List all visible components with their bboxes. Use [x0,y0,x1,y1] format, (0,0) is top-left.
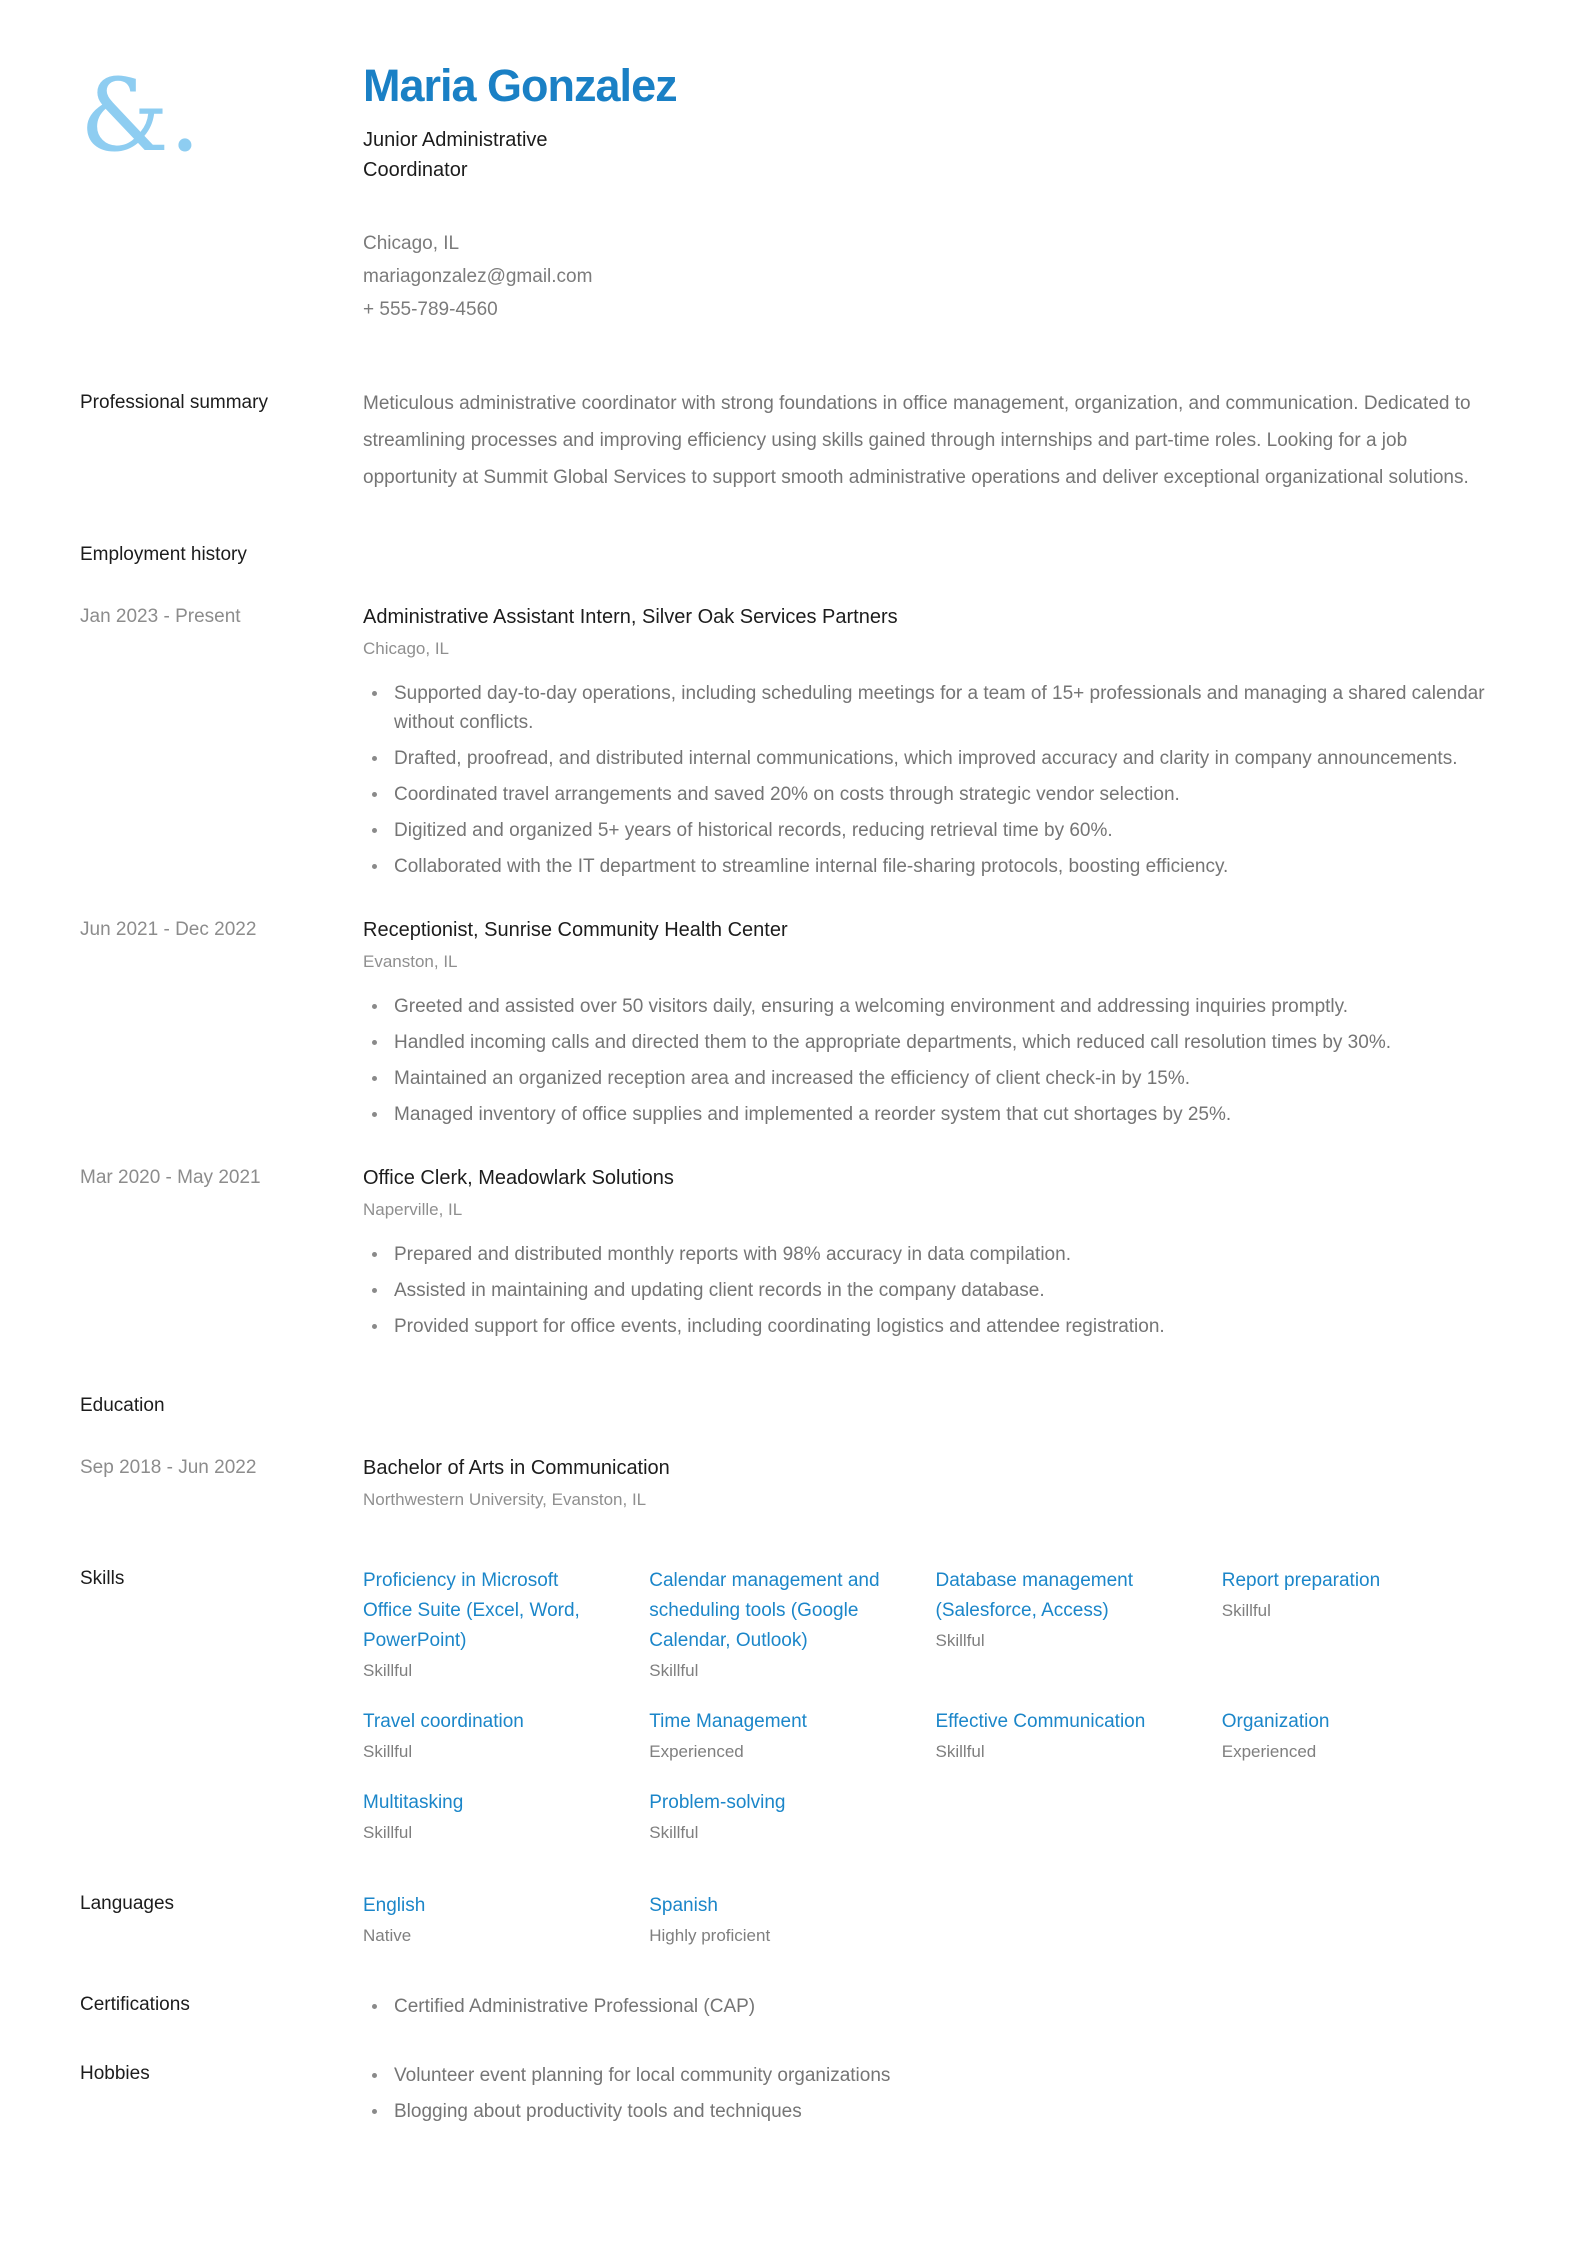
skill-name: Effective Communication [935,1711,1146,1733]
skill-item [363,1788,649,1843]
section-languages [80,1891,1508,1946]
entry-bullet-list [363,679,1508,881]
entry-location: Evanston, IL [363,952,458,972]
bullet-item: Prepared and distributed monthly reports with 98% accuracy in data compilation. [363,1240,1508,1269]
entry-dates: Jan 2023 - Present [80,606,241,628]
skill-level: Skillful [363,1661,413,1681]
entry-title: Administrative Assistant Intern, Silver Oak Services Partners [363,606,898,629]
language-name: Spanish [649,1895,718,1917]
entry-body [363,1455,1508,1510]
languages-grid [363,1891,1508,1946]
certification-item: Certified Administrative Professional (CAP) [363,1992,1508,2021]
skill-level: Skillful [363,1742,413,1762]
ampersand-logo-icon: &. [80,57,201,174]
bullet-item: Greeted and assisted over 50 visitors daily, ensuring a welcoming environment and addressing inquiries promptly. [363,992,1508,1021]
education-entry [80,1455,1508,1510]
entry-bullet-list [363,992,1508,1129]
entry-body [363,917,1508,1129]
section-label: Education [80,1395,165,1417]
skill-name: Database management (Salesforce, Access) [935,1570,1134,1622]
employment-entry [80,604,1508,881]
resume-header [80,57,1508,326]
bullet-item: Provided support for office events, including coordinating logistics and attendee registration. [363,1312,1508,1341]
candidate-name: Maria Gonzalez [363,60,677,111]
entry-title: Office Clerk, Meadowlark Solutions [363,1167,674,1190]
skill-name: Problem-solving [649,1792,786,1814]
contact-email: mariagonzalez@gmail.com [363,266,593,288]
skill-item [1222,1707,1508,1762]
skill-name: Travel coordination [363,1711,524,1733]
section-employment-history [80,542,1508,568]
bullet-item: Drafted, proofread, and distributed internal communications, which improved accuracy and clarity in company announcements. [363,744,1508,773]
bullet-item: Coordinated travel arrangements and saved 20% on costs through strategic vendor selection. [363,780,1508,809]
section-skills [80,1566,1508,1843]
bullet-item: Supported day-to-day operations, including scheduling meetings for a team of 15+ professionals and managing a shared calendar without conflicts. [363,679,1508,737]
language-level: Native [363,1926,412,1946]
entry-body [363,1165,1508,1341]
section-label: Certifications [80,1994,190,2016]
bullet-item: Assisted in maintaining and updating client records in the company database. [363,1276,1508,1305]
skill-item [936,1707,1222,1762]
section-label: Employment history [80,544,247,566]
hobby-item: Volunteer event planning for local community organizations [363,2061,1508,2090]
contact-phone: + 555-789-4560 [363,299,498,321]
bullet-item: Collaborated with the IT department to streamline internal file-sharing protocols, boosting efficiency. [363,852,1508,881]
skill-name: Multitasking [363,1792,464,1814]
entry-dates: Jun 2021 - Dec 2022 [80,919,257,941]
entry-dates: Mar 2020 - May 2021 [80,1167,261,1189]
school-name: Northwestern University, Evanston, IL [363,1490,647,1510]
language-name: English [363,1895,426,1917]
candidate-job-title: Junior Administrative Coordinator [363,129,548,182]
skill-name: Calendar management and scheduling tools (Google Calendar, Outlook) [649,1570,880,1652]
skill-level: Experienced [649,1742,744,1762]
employment-entry [80,1165,1508,1341]
skill-level: Experienced [1221,1742,1317,1762]
contact-location: Chicago, IL [363,233,460,255]
section-label: Languages [80,1893,175,1915]
bullet-item: Handled incoming calls and directed them to the appropriate departments, which reduced call resolution times by 30%. [363,1028,1508,1057]
skill-level: Skillful [1221,1601,1271,1621]
entry-title: Receptionist, Sunrise Community Health Center [363,919,788,942]
header-content [363,62,1508,326]
skill-level: Skillful [935,1631,985,1651]
employment-entries [80,604,1508,1341]
skill-name: Proficiency in Microsoft Office Suite (Excel, Word, PowerPoint) [363,1570,580,1652]
skill-name: Organization [1221,1711,1330,1733]
section-certifications [80,1992,1508,2021]
language-item [649,1891,935,1946]
section-professional-summary [80,390,1508,496]
skill-level: Skillful [363,1823,413,1843]
section-label: Skills [80,1568,125,1590]
bullet-item: Managed inventory of office supplies and implemented a reorder system that cut shortages by 25%. [363,1100,1508,1129]
entry-dates: Sep 2018 - Jun 2022 [80,1457,257,1479]
skill-item [649,1707,935,1762]
section-label: Hobbies [80,2063,150,2085]
entry-location: Chicago, IL [363,639,449,659]
skill-item [363,1566,649,1681]
skill-item [649,1788,935,1843]
degree-title: Bachelor of Arts in Communication [363,1457,670,1480]
skill-item [649,1566,935,1681]
skill-item [1222,1566,1508,1681]
hobby-item: Blogging about productivity tools and techniques [363,2097,1508,2126]
certifications-list [363,1992,1508,2021]
skill-item [936,1566,1222,1681]
language-level: Highly proficient [649,1926,771,1946]
section-education [80,1393,1508,1419]
section-hobbies [80,2061,1508,2126]
skill-name: Report preparation [1221,1570,1381,1592]
hobbies-list [363,2061,1508,2126]
skill-name: Time Management [649,1711,807,1733]
contact-block [363,227,1508,326]
skill-level: Skillful [649,1823,699,1843]
entry-bullet-list [363,1240,1508,1341]
summary-text: Meticulous administrative coordinator with strong foundations in office management, organization, and communication. Dedicated to streamlining processes and improving efficiency using skills gained through internships and part-time roles. Looking for a job opportunity at Summit Global Services to support smooth administrative operations and deliver exceptional organizational solutions. [363,393,1471,489]
entry-body [363,604,1508,881]
skill-item [363,1707,649,1762]
bullet-item: Maintained an organized reception area and increased the efficiency of client check-in by 15%. [363,1064,1508,1093]
employment-entry [80,917,1508,1129]
skill-level: Skillful [649,1661,699,1681]
skill-level: Skillful [935,1742,985,1762]
section-label: Professional summary [80,392,268,414]
entry-location: Naperville, IL [363,1200,463,1220]
skills-grid [363,1566,1508,1843]
bullet-item: Digitized and organized 5+ years of historical records, reducing retrieval time by 60%. [363,816,1508,845]
language-item [363,1891,649,1946]
